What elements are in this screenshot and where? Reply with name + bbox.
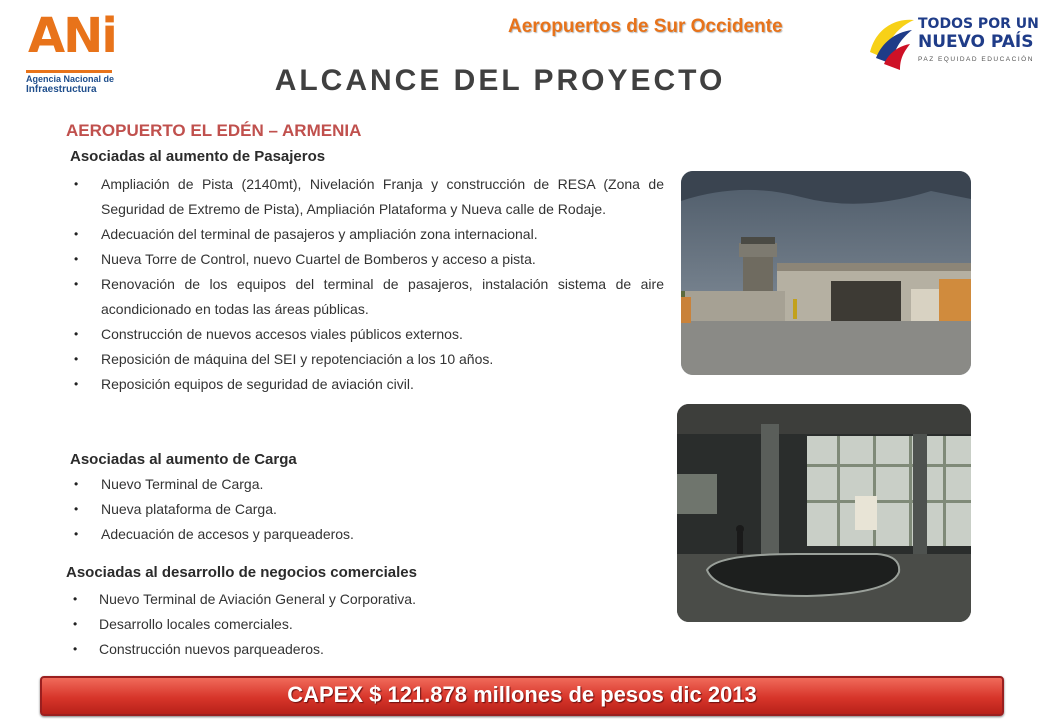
page-title: ALCANCE DEL PROYECTO [274, 64, 726, 97]
list-item [74, 472, 664, 497]
bullet-list-pasajeros [74, 172, 664, 397]
list-item [73, 612, 663, 637]
section-title: AEROPUERTO EL EDÉN – ARMENIA [66, 121, 362, 140]
list-item [74, 522, 664, 547]
list-item-text: Nuevo Terminal de Aviación General y Corporativa. [99, 591, 416, 607]
list-item-text: Nueva plataforma de Carga. [101, 501, 277, 517]
bullet-icon: • [73, 592, 78, 606]
capex-text: CAPEX $ 121.878 millones de pesos dic 2013 [287, 682, 757, 707]
bullet-icon: • [74, 377, 79, 391]
bullet-icon: • [74, 227, 79, 241]
airport-exterior-image [681, 171, 971, 375]
header-subtitle: Aeropuertos de Sur Occidente [508, 16, 783, 37]
list-item-text: Construcción de nuevos accesos viales públicos externos. [101, 326, 463, 342]
airport-interior-image [677, 404, 971, 622]
list-item [74, 347, 664, 372]
list-item [74, 322, 664, 347]
colombia-flag-icon [866, 12, 918, 72]
bullet-list-comerciales [73, 587, 663, 662]
bullet-icon: • [74, 352, 79, 366]
list-item-text: Nuevo Terminal de Carga. [101, 476, 264, 492]
list-item [74, 222, 664, 247]
group-heading-carga: Asociadas al aumento de Carga [70, 451, 297, 468]
list-item [74, 272, 664, 322]
list-item-text: Adecuación de accesos y parqueaderos. [101, 526, 354, 542]
airport-interior-photo [677, 404, 971, 622]
list-item-text: Ampliación de Pista (2140mt), Nivelación Franja y construcción de RESA (Zona de Seguridad de Extremo de Pista), Ampliación Plataforma y Nueva calle de Rodaje. [101, 176, 664, 217]
list-item-text: Desarrollo locales comerciales. [99, 616, 293, 632]
list-item [74, 247, 664, 272]
list-item-text: Nueva Torre de Control, nuevo Cuartel de Bomberos y acceso a pista. [101, 251, 536, 267]
bullet-icon: • [74, 277, 79, 291]
list-item [73, 587, 663, 612]
group-heading-pasajeros: Asociadas al aumento de Pasajeros [70, 148, 326, 165]
gov-logo-line3: PAZ EQUIDAD EDUCACIÓN [918, 56, 1034, 63]
ani-logo-line1: Agencia Nacional de [26, 74, 115, 84]
bullet-icon: • [74, 177, 79, 191]
bullet-icon: • [73, 617, 78, 631]
list-item-text: Reposición de máquina del SEI y repotenciación a los 10 años. [101, 351, 494, 367]
ani-logo-mark: ANi [28, 8, 116, 64]
bullet-icon: • [74, 527, 79, 541]
gov-logo-line2: NUEVO PAÍS [918, 32, 1034, 52]
ani-logo-line2: Infraestructura [26, 84, 97, 95]
bullet-icon: • [74, 477, 79, 491]
group-heading-comerciales: Asociadas al desarrollo de negocios comerciales [66, 564, 417, 581]
bullet-icon: • [74, 327, 79, 341]
list-item [73, 637, 663, 662]
list-item [74, 497, 664, 522]
list-item-text: Renovación de los equipos del terminal de pasajeros, instalación sistema de aire acondicionado en todas las áreas públicas. [101, 276, 664, 317]
bullet-icon: • [73, 642, 78, 656]
bullet-list-carga [74, 472, 664, 547]
airport-exterior-photo [681, 171, 971, 375]
gov-logo-line1: TODOS POR UN [918, 16, 1039, 32]
list-item [74, 172, 664, 222]
list-item [74, 372, 664, 397]
list-item-text: Construcción nuevos parqueaderos. [99, 641, 324, 657]
bullet-icon: • [74, 252, 79, 266]
capex-banner [40, 676, 1004, 716]
bullet-icon: • [74, 502, 79, 516]
list-item-text: Adecuación del terminal de pasajeros y ampliación zona internacional. [101, 226, 538, 242]
list-item-text: Reposición equipos de seguridad de aviación civil. [101, 376, 414, 392]
